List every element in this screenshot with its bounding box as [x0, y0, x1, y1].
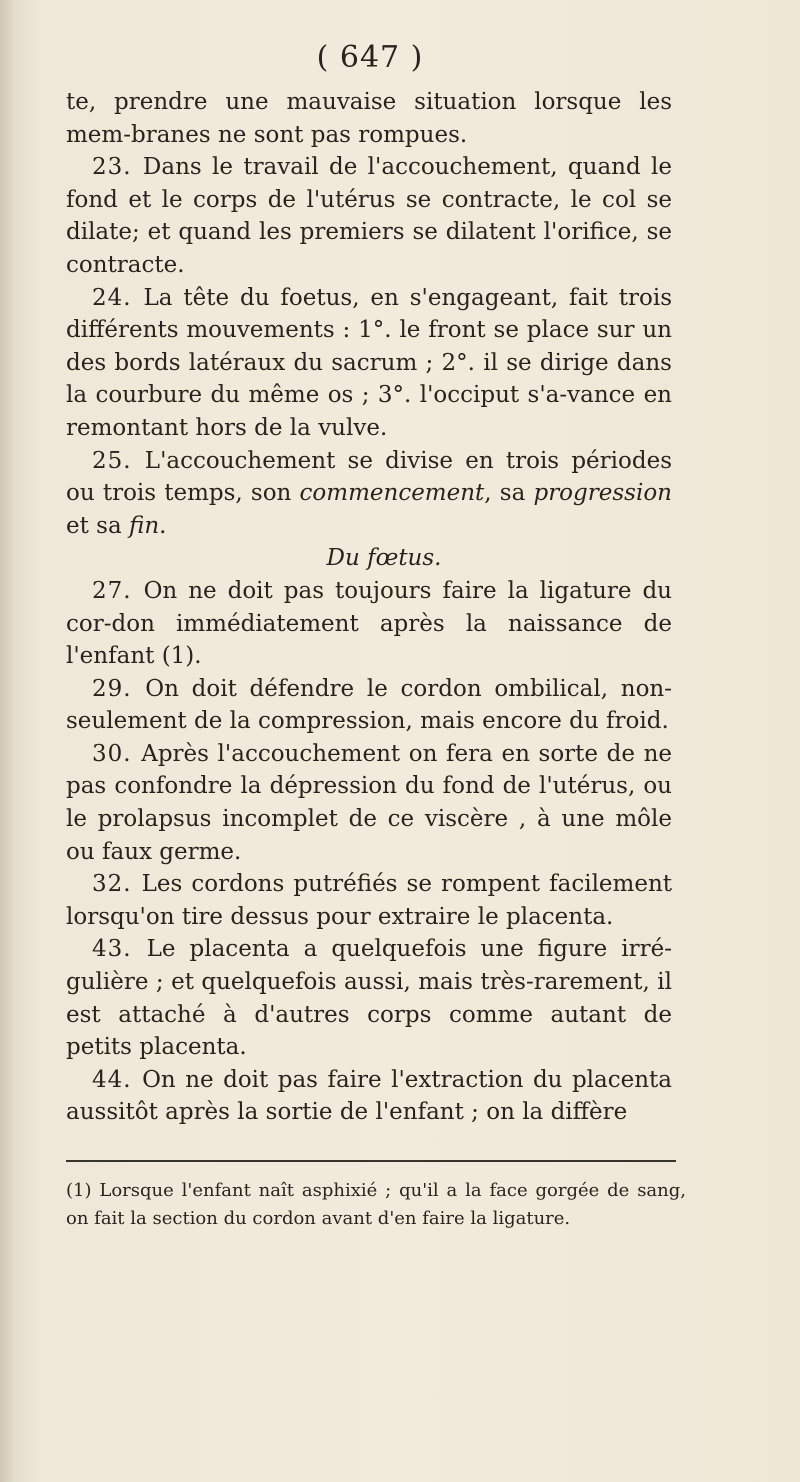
paragraph-text: te, prendre une mauvaise situation lorsque les mem-branes ne sont pas rompues. — [66, 89, 672, 148]
paragraph-number: 25. — [92, 447, 145, 474]
paragraph-text: et sa — [66, 512, 129, 539]
paragraph — [66, 738, 672, 868]
emphasized-text: commencement — [299, 480, 485, 507]
footnote-rule — [66, 1160, 676, 1162]
paragraph-text: L'accouchement se divise en trois périodes ou trois temps, son — [66, 447, 672, 507]
paragraph-number: 29. — [92, 675, 146, 702]
paragraph-text: . — [159, 512, 167, 539]
section-title: Du fœtus. — [326, 545, 442, 572]
paragraph — [66, 86, 672, 151]
paragraph — [66, 933, 672, 1063]
paragraph-text: Après l'accouchement on fera en sorte de ne pas confondre la dépression du fond de l'utérus, ou le prolapsus incomplet de ce viscère , à une môle ou faux germe. — [66, 740, 672, 865]
paragraph-text: , sa — [484, 480, 534, 507]
paragraph-text: Les cordons putréfiés se rompent facilement lorsqu'on tire dessus pour extraire le placenta. — [66, 871, 673, 930]
paragraph-text: On doit défendre le cordon ombilical, non-seulement de la compression, mais encore du froid. — [66, 675, 672, 735]
paragraph — [66, 1064, 672, 1129]
paragraph-text: La tête du foetus, en s'engageant, fait trois différents mouvements : 1°. le front se place sur un des bords latéraux du sacrum ; 2°. il se dirige dans la courbure du même os ; 3°. l'occiput s'a-vance en remontant hors de la vulve. — [66, 284, 672, 441]
footnote: (1) Lorsque l'enfant naît asphixié ; qu'il a la face gorgée de sang, on fait la section du cordon avant d'en faire la ligature. — [66, 1180, 686, 1229]
paragraph-group-foetus — [66, 575, 672, 1129]
paragraph-text: Le placenta a quelquefois une figure irré-gulière ; et quelquefois aussi, mais très-rarement, il est attaché à d'autres corps comme autant de petits placenta. — [66, 936, 673, 1061]
paragraph-number: 43. — [92, 936, 147, 963]
paragraph — [66, 151, 672, 281]
paragraph-number: 30. — [92, 740, 142, 767]
paragraph — [66, 673, 672, 738]
paragraph-number: 23. — [92, 154, 143, 181]
paragraph — [66, 868, 672, 933]
paragraph-group-labor — [66, 86, 672, 542]
page-number: ( 647 ) — [316, 40, 424, 75]
paragraph-number: 24. — [92, 284, 144, 311]
paragraph-number: 27. — [92, 577, 144, 604]
paragraph-number: 44. — [92, 1066, 143, 1093]
emphasized-text: progression — [533, 480, 672, 507]
paragraph-text: On ne doit pas faire l'extraction du placenta aussitôt après la sortie de l'enfant ; on la diffère — [66, 1066, 673, 1126]
body-text — [66, 86, 672, 1129]
emphasized-text: fin — [129, 512, 160, 539]
paragraph-text: Dans le travail de l'accouchement, quand le fond et le corps de l'utérus se contracte, le col se dilate; et quand les premiers se dilatent l'orifice, se contracte. — [66, 154, 673, 278]
paragraph-number: 32. — [92, 871, 142, 898]
paragraph — [66, 282, 672, 445]
paragraph-text: On ne doit pas toujours faire la ligature du cor-don immédiatement après la naissance de l'enfant (1). — [66, 577, 672, 670]
paragraph — [66, 445, 672, 543]
paragraph — [66, 575, 672, 673]
